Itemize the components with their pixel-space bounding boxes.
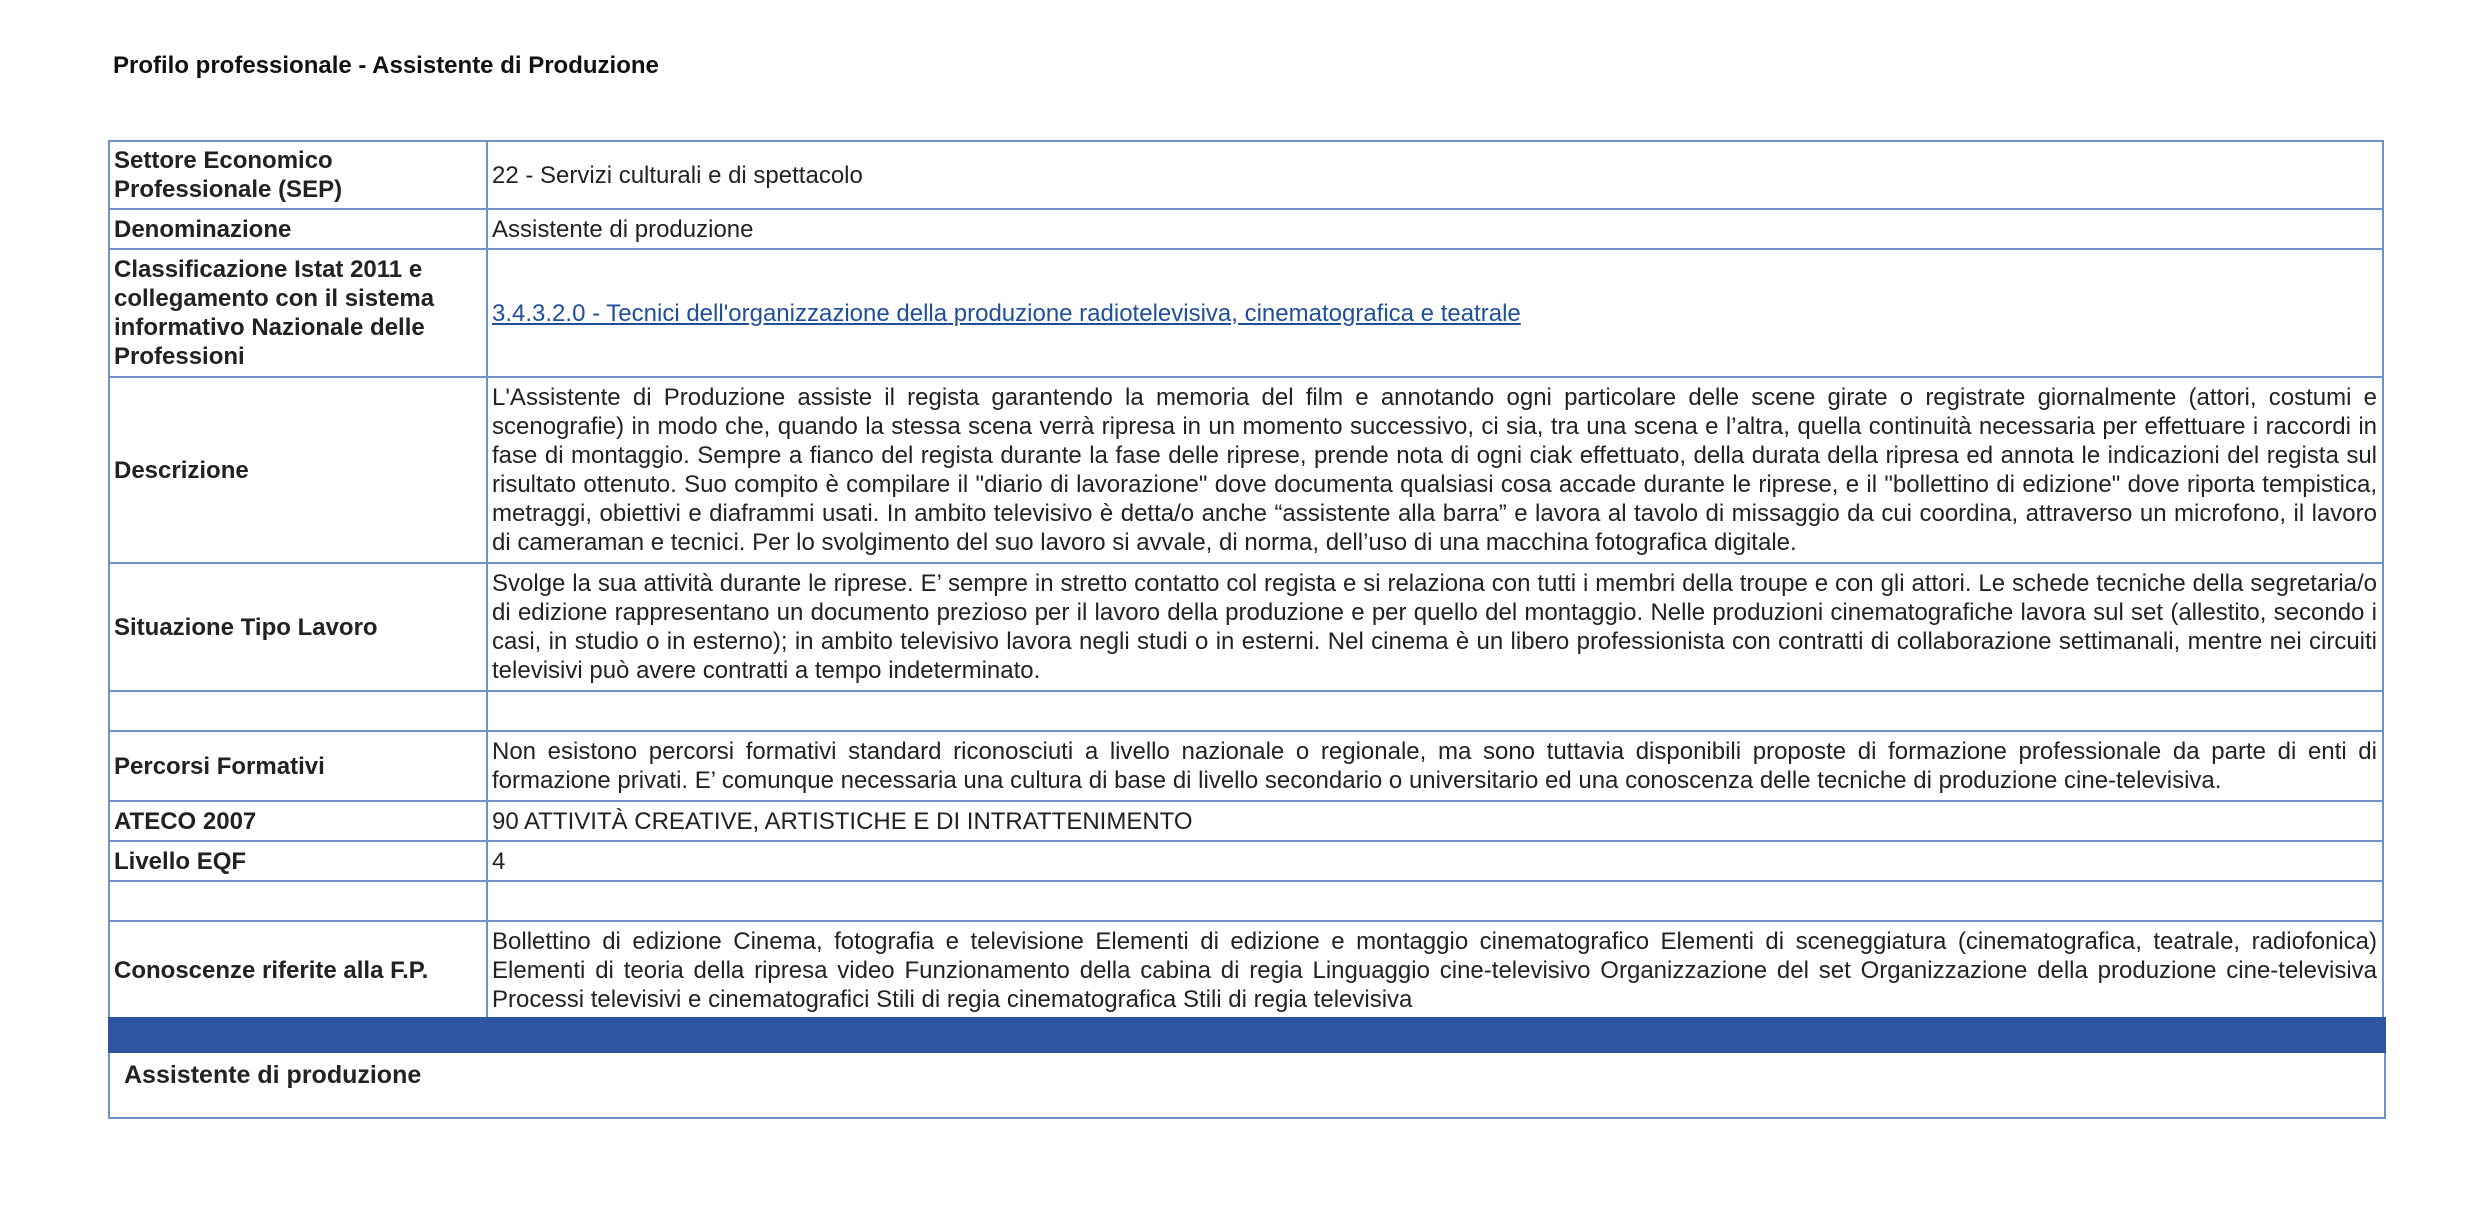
istat-cell <box>487 249 2383 377</box>
row-value-descrizione: L'Assistente di Produzione assiste il regista garantendo la memoria del film e annotando ogni particolare delle scene girate o registrate giornalmente (attori, costumi e scenografie) in modo che, quando la stessa scena verrà ripresa in un momento successivo, ci sia, tra una scena e l’altra, quella continuità necessaria per effettuare i raccordi in fase di montaggio. Sempre a fianco del regista durante la fase delle riprese, prende nota di ogni ciak effettuato, della durata della ripresa ed annota le indicazioni del regista sul risultato ottenuto. Suo compito è compilare il "diario di lavorazione" dove documenta qualsiasi cosa accade durante le riprese, e il "bollettino di edizione" dove riporta tempistica, metraggi, obiettivi e diaframmi usati. In ambito televisivo è detta/o anche “assistente alla barra” e lavora al tavolo di missaggio da cui coordina, attraverso un microfono, il lavoro di cameraman e tecnici. Per lo svolgimento del suo lavoro si avvale, di norma, dell’uso di una macchina fotografica digitale. <box>487 377 2383 563</box>
page-title: Profilo professionale - Assistente di Produzione <box>113 52 659 79</box>
table-row <box>109 801 2383 841</box>
table-row-empty <box>109 881 2383 921</box>
row-value-situazione: Svolge la sua attività durante le riprese. E’ sempre in stretto contatto col regista e si relaziona con tutti i membri della troupe e con gli attori. Le schede tecniche della segretaria/o di edizione rappresentano un documento prezioso per il lavoro della produzione e per quello del montaggio. Nelle produzioni cinematografiche lavora sul set (allestito, secondo i casi, in studio o in esterno); in ambito televisivo lavora negli studi o in esterni. Nel cinema è un libero professionista con contratti di collaborazione settimanali, mentre nei circuiti televisivi può avere contratti a tempo indeterminato. <box>487 563 2383 691</box>
table-row <box>109 141 2383 209</box>
row-label-denominazione: Denominazione <box>109 209 487 249</box>
row-label-descrizione: Descrizione <box>109 377 487 563</box>
table-row <box>109 841 2383 881</box>
footer-title: Assistente di produzione <box>124 1061 422 1089</box>
footer-section <box>108 1053 2386 1119</box>
row-value-percorsi: Non esistono percorsi formativi standard riconosciuti a livello nazionale o regionale, ma sono tuttavia disponibili proposte di formazione professionale da parte di enti di formazione privati. E’ comunque necessaria una cultura di base di livello secondario o universitario ed una conoscenza delle tecniche di produzione cine-televisiva. <box>487 731 2383 801</box>
empty-cell <box>487 691 2383 731</box>
table-row <box>109 563 2383 691</box>
row-value-denominazione: Assistente di produzione <box>487 209 2383 249</box>
row-value-conoscenze: Bollettino di edizione Cinema, fotografia e televisione Elementi di edizione e montaggio cinematografico Elementi di sceneggiatura (cinematografica, teatrale, radiofonica) Elementi di teoria della ripresa video Funzionamento della cabina di regia Linguaggio cine-televisivo Organizzazione del set Organizzazione della produzione cine-televisiva Processi televisivi e cinematografici Stili di regia cinematografica Stili di regia televisiva <box>487 921 2383 1019</box>
table-row <box>109 921 2383 1019</box>
row-label-eqf: Livello EQF <box>109 841 487 881</box>
table-row <box>109 249 2383 377</box>
table-row <box>109 731 2383 801</box>
section-header-band <box>108 1017 2386 1053</box>
row-label-situazione: Situazione Tipo Lavoro <box>109 563 487 691</box>
row-label-ateco: ATECO 2007 <box>109 801 487 841</box>
row-value-eqf: 4 <box>487 841 2383 881</box>
empty-cell <box>109 881 487 921</box>
empty-cell <box>109 691 487 731</box>
row-label-percorsi: Percorsi Formativi <box>109 731 487 801</box>
row-label-conoscenze: Conoscenze riferite alla F.P. <box>109 921 487 1019</box>
istat-classification-link[interactable]: 3.4.3.2.0 - Tecnici dell'organizzazione della produzione radiotelevisiva, cinematografica e teatrale <box>492 299 1521 327</box>
row-value-sep: 22 - Servizi culturali e di spettacolo <box>487 141 2383 209</box>
profile-table <box>108 140 2384 1020</box>
table-row-empty <box>109 691 2383 731</box>
table-row <box>109 377 2383 563</box>
row-value-ateco: 90 ATTIVITÀ CREATIVE, ARTISTICHE E DI INTRATTENIMENTO <box>487 801 2383 841</box>
row-label-istat: Classificazione Istat 2011 e collegamento con il sistema informativo Nazionale delle Professioni <box>109 249 487 377</box>
row-label-sep: Settore Economico Professionale (SEP) <box>109 141 487 209</box>
table-row <box>109 209 2383 249</box>
empty-cell <box>487 881 2383 921</box>
